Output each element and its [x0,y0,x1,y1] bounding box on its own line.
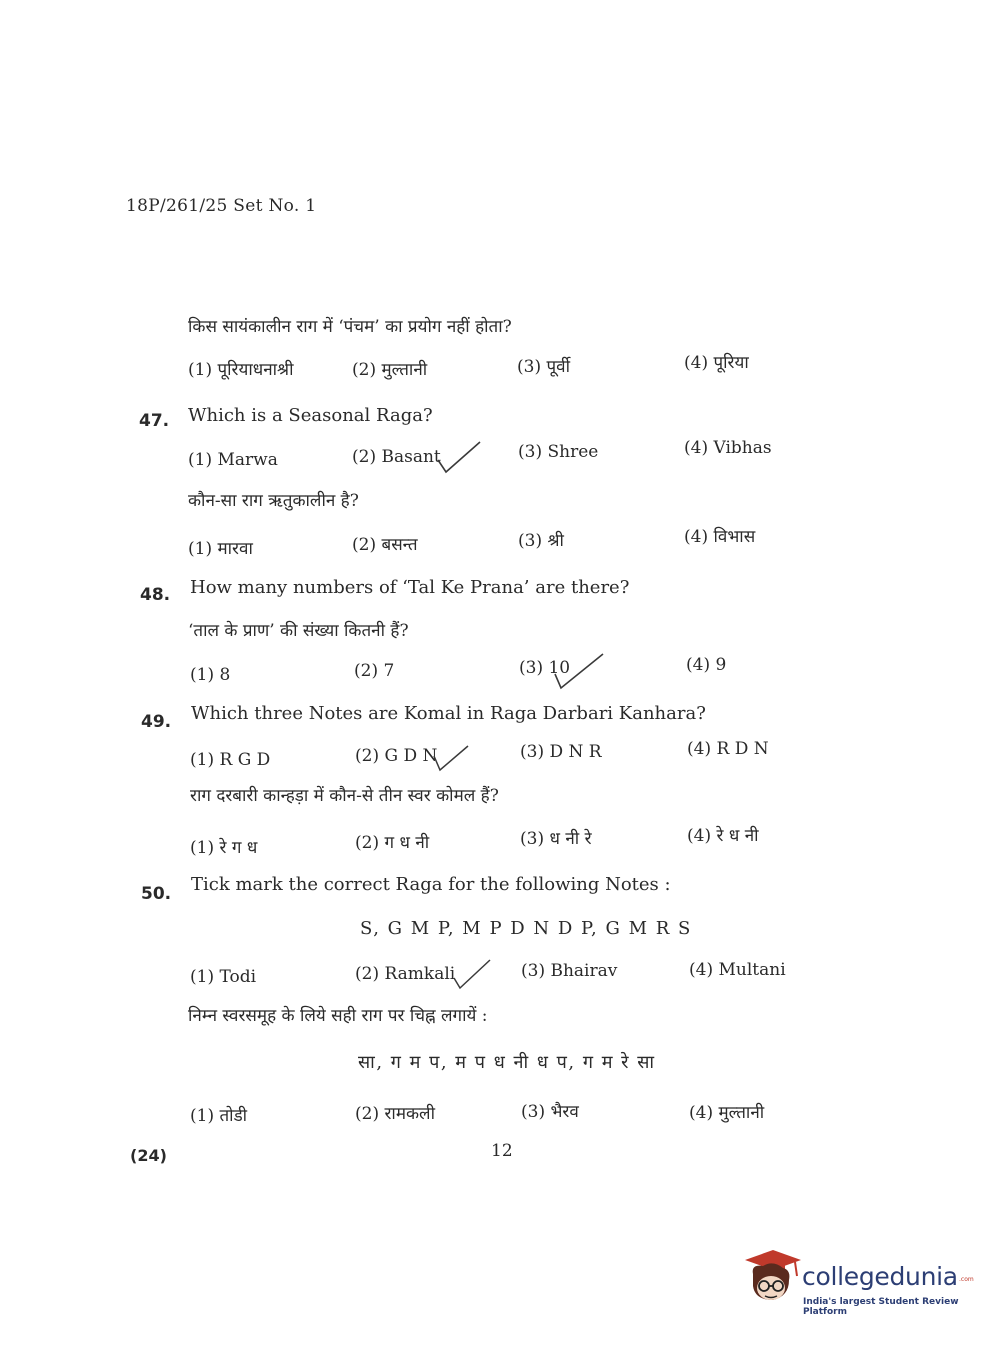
q47-option-hindi-2: (2) बसन्त [352,535,418,555]
q49-option-hindi-3: (3) ध नी रे [520,829,592,849]
q50-notes-hindi: सा, ग म प, म प ध नी ध प, ग म रे सा [358,1052,656,1073]
q49-option-1: (1) R G D [190,750,271,770]
q46-option-2: (2) मुल्तानी [352,360,428,380]
q47-option-hindi-1: (1) मारवा [188,539,253,559]
q47-question: Which is a Seasonal Raga? [188,405,433,426]
q49-option-4: (4) R D N [687,739,769,759]
q50-question-hindi: निम्न स्वरसमूह के लिये सही राग पर चिह्न लगायें : [188,1006,488,1026]
q48-question: How many numbers of ‘Tal Ke Prana’ are there? [190,577,630,598]
q49-option-hindi-4: (4) रे ध नी [687,826,759,846]
logo-wordmark: collegedunia [802,1262,958,1291]
q50-option-hindi-1: (1) तोडी [190,1106,248,1126]
paper-code: 18P/261/25 Set No. 1 [126,196,317,216]
q49-option-3: (3) D N R [520,742,602,762]
q46-option-4: (4) पूरिया [684,353,749,373]
section-number: (24) [130,1146,167,1165]
page-number: 12 [491,1141,513,1161]
q47-option-2: (2) Basant [352,447,441,467]
q47-option-hindi-4: (4) विभास [684,527,756,547]
q46-question-hindi: किस सायंकालीन राग में ‘पंचम’ का प्रयोग नहीं होता? [188,317,512,337]
q50-number: 50. [141,884,172,904]
q47-option-hindi-3: (3) श्री [518,531,564,551]
q49-option-hindi-2: (2) ग ध नी [355,833,430,853]
logo-tagline: India's largest Student Review Platform [803,1297,959,1317]
q49-option-hindi-1: (1) रे ग ध [190,838,258,858]
q48-tick-mark-icon [553,652,605,692]
q47-question-hindi: कौन-सा राग ऋतुकालीन है? [188,491,359,511]
q47-option-4: (4) Vibhas [684,438,772,458]
q47-option-1: (1) Marwa [188,450,278,470]
q50-option-2: (2) Ramkali [355,964,456,984]
q50-option-3: (3) Bhairav [521,961,618,981]
q47-tick-mark-icon [436,440,482,476]
q50-option-1: (1) Todi [190,967,257,987]
q48-number: 48. [140,585,171,605]
q50-tick-mark-icon [452,956,492,992]
q47-number: 47. [139,411,170,431]
q49-question: Which three Notes are Komal in Raga Darbari Kanhara? [191,703,706,724]
q50-notes: S, G M P, M P D N D P, G M R S [360,918,692,939]
q47-option-3: (3) Shree [518,442,599,462]
q46-option-1: (1) पूरियाधनाश्री [188,360,294,380]
q50-option-hindi-3: (3) भैरव [521,1102,579,1122]
q50-option-hindi-2: (2) रामकली [355,1104,435,1124]
q49-question-hindi: राग दरबारी कान्हड़ा में कौन-से तीन स्वर कोमल हैं? [190,786,499,806]
q48-option-2: (2) 7 [354,661,395,681]
q50-option-hindi-4: (4) मुल्तानी [689,1103,765,1123]
q48-question-hindi: ‘ताल के प्राण’ की संख्या कितनी हैं? [188,621,409,641]
q46-option-3: (3) पूर्वी [517,357,570,377]
q48-option-3: (3) 10 [519,658,571,678]
q49-tick-mark-icon [432,742,470,774]
logo-suffix: .com [959,1276,974,1283]
q49-option-2: (2) G D N [355,746,438,766]
q48-option-1: (1) 8 [190,665,231,685]
q49-number: 49. [141,712,172,732]
q48-option-4: (4) 9 [686,655,727,675]
q50-question: Tick mark the correct Raga for the following Notes : [191,874,671,895]
q50-option-4: (4) Multani [689,960,786,980]
